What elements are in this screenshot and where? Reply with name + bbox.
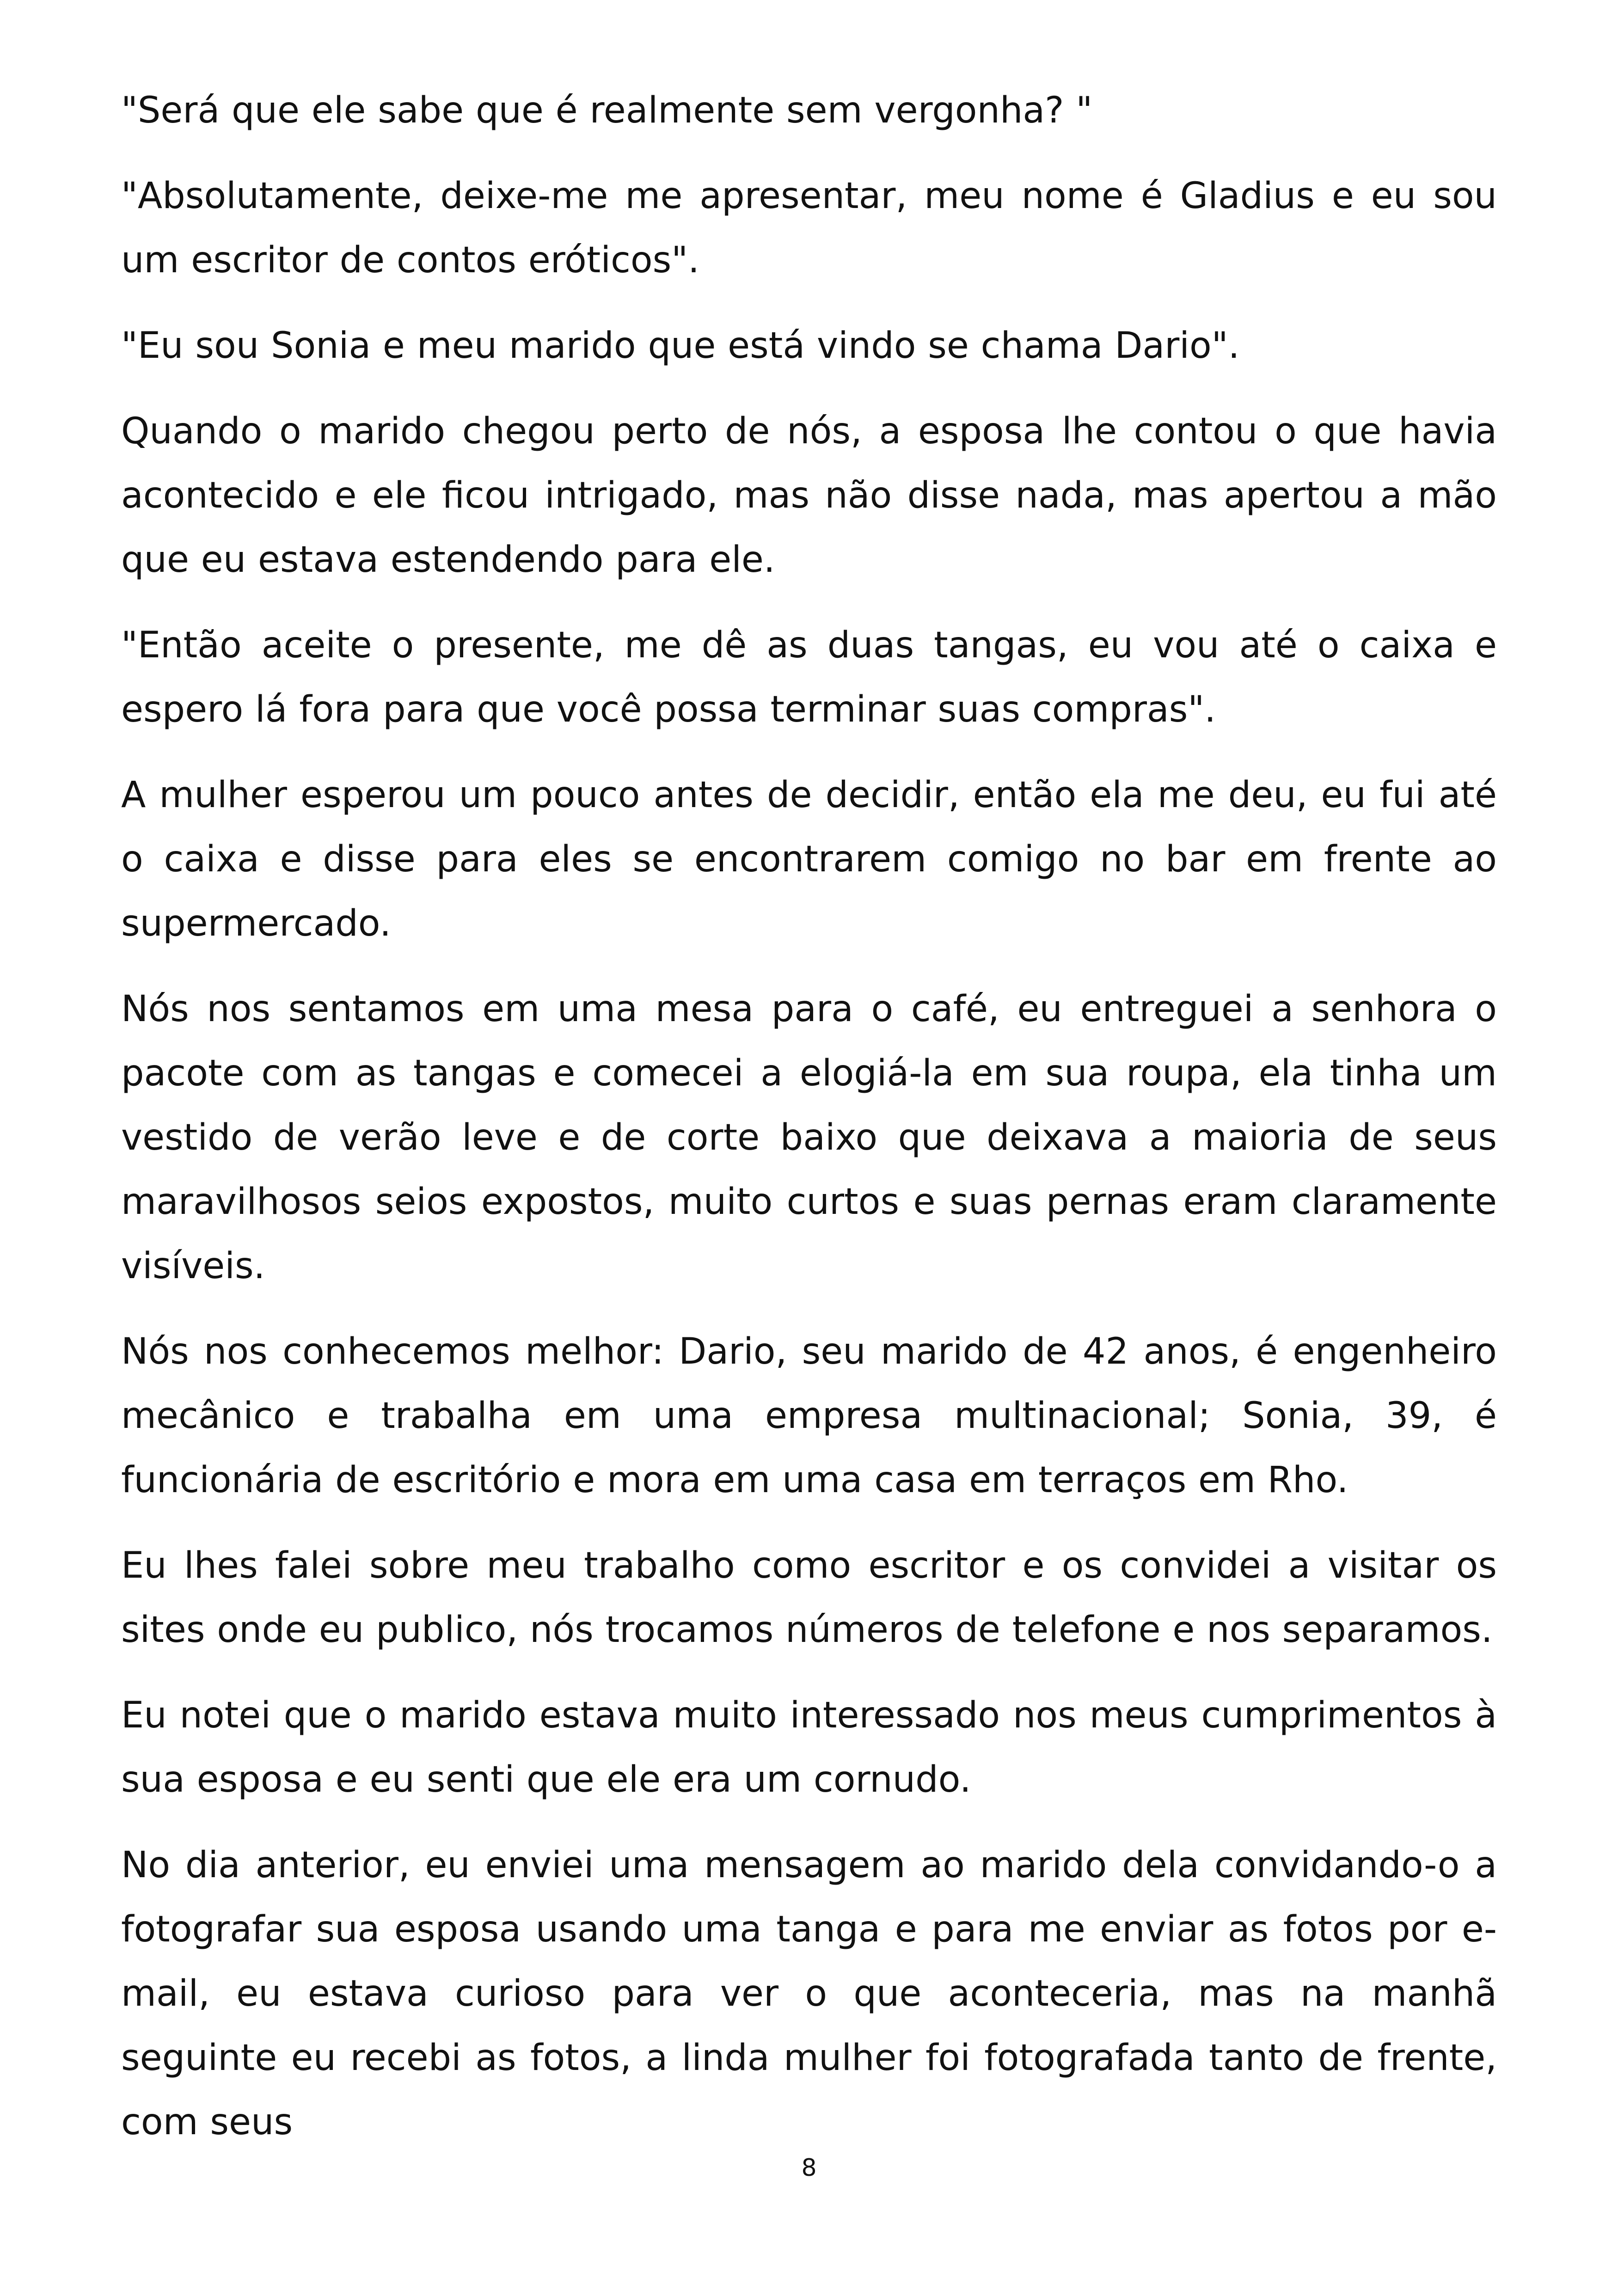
paragraph: "Será que ele sabe que é realmente sem vergonha? " [121, 90, 1093, 131]
paragraph: Nós nos sentamos em uma mesa para o café, eu entreguei a senhora o pacote com as tangas e comecei a elogiá-la em sua roupa, ela tinha um vestido de verão leve e de corte baixo que deixava a maioria de seus maravilhosos seios expostos, muito curtos e suas pernas eram claramente visíveis. [121, 988, 1497, 1287]
body-text [121, 79, 1497, 2176]
page-number: 8 [801, 2154, 817, 2182]
paragraph: No dia anterior, eu enviei uma mensagem ao marido dela convidando-o a fotografar sua esposa usando uma tanga e para me enviar as fotos por e-mail, eu estava curioso para ver o que aconteceria, mas na manhã seguinte eu recebi as fotos, a linda mulher foi fotografada tanto de frente, com seus [121, 1844, 1497, 2143]
paragraph: "Então aceite o presente, me dê as duas tangas, eu vou até o caixa e espero lá fora para que você possa terminar suas compras". [121, 625, 1497, 730]
paragraph: "Eu sou Sonia e meu marido que está vindo se chama Dario". [121, 325, 1240, 367]
paragraph: Nós nos conhecemos melhor: Dario, seu marido de 42 anos, é engenheiro mecânico e trabalha em uma empresa multinacional; Sonia, 39, é funcionária de escritório e mora em uma casa em terraços em Rho. [121, 1331, 1497, 1501]
paragraph: A mulher esperou um pouco antes de decidir, então ela me deu, eu fui até o caixa e disse para eles se encontrarem comigo no bar em frente ao supermercado. [121, 774, 1497, 944]
paragraph: "Absolutamente, deixe-me me apresentar, meu nome é Gladius e eu sou um escritor de contos eróticos". [121, 175, 1497, 281]
paragraph: Eu lhes falei sobre meu trabalho como escritor e os convidei a visitar os sites onde eu publico, nós trocamos números de telefone e nos separamos. [121, 1545, 1497, 1651]
paragraph: Quando o marido chegou perto de nós, a esposa lhe contou o que havia acontecido e ele ficou intrigado, mas não disse nada, mas apertou a mão que eu estava estendendo para ele. [121, 410, 1497, 581]
paragraph: Eu notei que o marido estava muito interessado nos meus cumprimentos à sua esposa e eu senti que ele era um cornudo. [121, 1695, 1497, 1800]
